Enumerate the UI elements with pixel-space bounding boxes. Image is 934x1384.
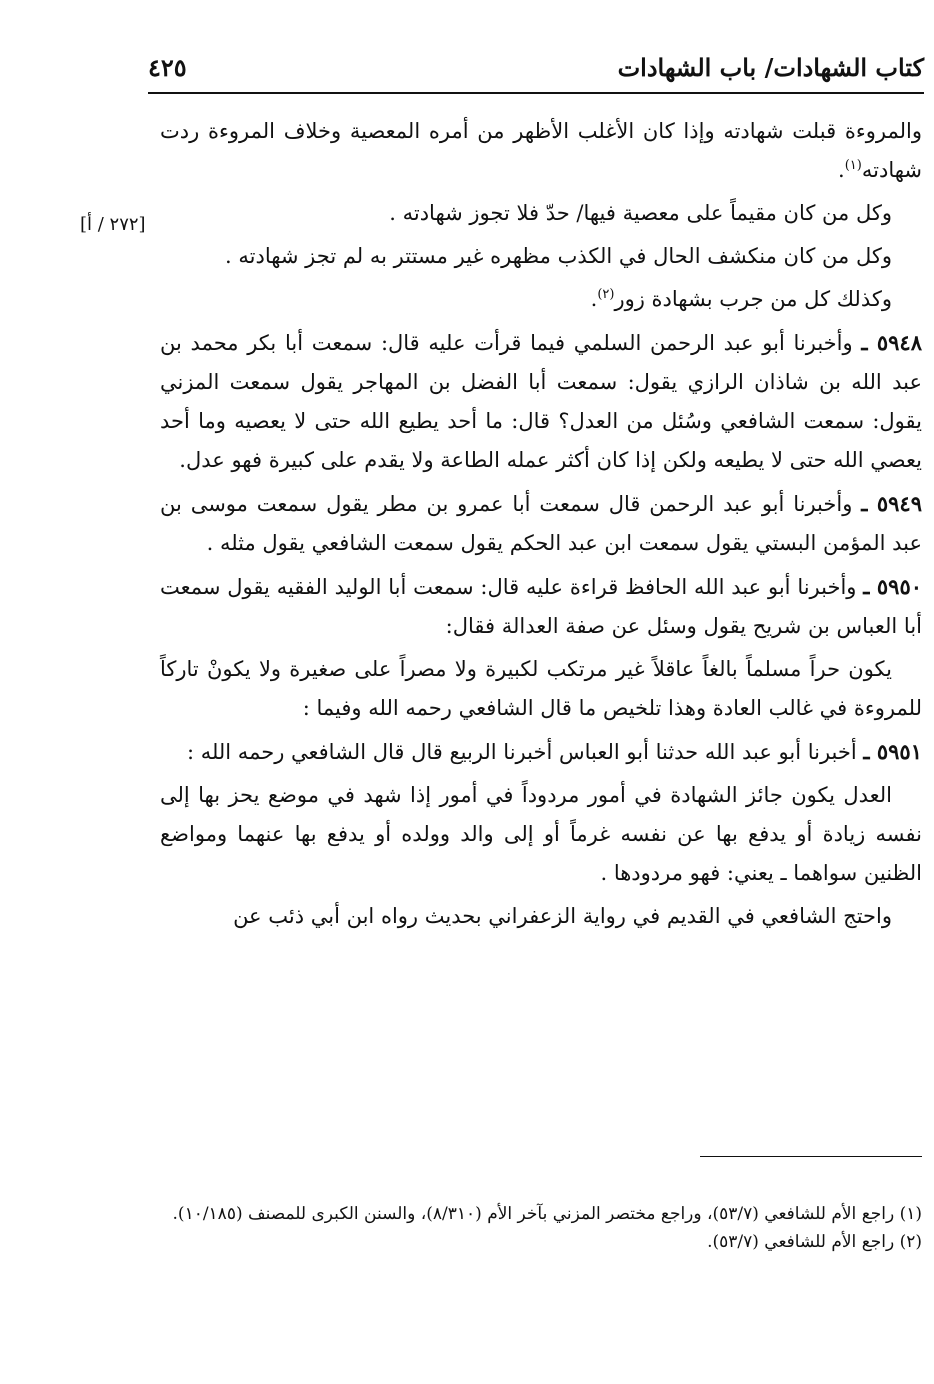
hadith-paragraph (160, 484, 922, 563)
running-header (148, 52, 924, 88)
chapter-title: كتاب الشهادات/ باب الشهادات (617, 53, 924, 82)
page-number: ٤٢٥ (148, 53, 187, 82)
hadith-number: ٥٩٤٩ ـ (861, 491, 922, 516)
paragraph-text: والمروءة قبلت شهادته وإذا كان الأغلب الأظهر من أمره المعصية وخلاف المروءة ردت شهادته (160, 119, 922, 182)
hadith-paragraph (160, 323, 922, 480)
hadith-text: أخبرنا أبو عبد الله حدثنا أبو العباس أخبرنا الربيع قال قال الشافعي رحمه الله : (186, 740, 857, 764)
header-divider (148, 92, 924, 94)
main-text (160, 112, 922, 940)
paragraph: واحتج الشافعي في القديم في رواية الزعفراني بحديث رواه ابن أبي ذئب عن (233, 904, 892, 928)
footnote-2: (٢) راجع الأم للشافعي (٥٣/٧). (707, 1232, 922, 1252)
footnote-1: (١) راجع الأم للشافعي (٥٣/٧)، وراجع مختصر المزني بآخر الأم (٨/٣١٠)، والسنن الكبرى للمصنف (١٠/١٨٥). (172, 1204, 922, 1224)
hadith-number: ٥٩٥٠ ـ (863, 574, 923, 599)
paragraph (160, 112, 922, 190)
hadith-text: وأخبرنا أبو عبد الله الحافظ قراءة عليه قال: سمعت أبا الوليد الفقيه يقول سمعت أبا العباس بن شريح يقول وسئل عن صفة العدالة فقال: (160, 575, 922, 638)
footnote-marker[interactable]: (١) (844, 158, 862, 173)
paragraph-end: . (590, 287, 598, 311)
footnote-divider (700, 1156, 922, 1157)
hadith-number: ٥٩٥١ ـ (863, 739, 922, 764)
hadith-paragraph (160, 732, 922, 772)
paragraph (160, 280, 922, 319)
hadith-paragraph (160, 567, 922, 646)
paragraph-end: . (838, 158, 845, 182)
paragraph: وكل من كان منكشف الحال في الكذب مظهره غير مستتر به لم تجز شهادته . (225, 244, 892, 268)
paragraph: يكون حراً مسلماً بالغاً عاقلاً غير مرتكب لكبيرة ولا مصراً على صغيرة ولا يكونْ تاركاً للمروءة في غالب العادة وهذا تلخيص ما قال الشافعي رحمه الله وفيما : (160, 657, 922, 720)
hadith-number: ٥٩٤٨ ـ (861, 330, 922, 355)
paragraph: وكل من كان مقيماً على معصية فيها/ حدّ فلا تجوز شهادته . (389, 201, 892, 225)
manuscript-folio-reference: [٢٧٢ / أ] (80, 214, 146, 235)
footnote-marker[interactable]: (٢) (597, 287, 615, 302)
hadith-text: وأخبرنا أبو عبد الرحمن قال سمعت أبا عمرو بن مطر يقول سمعت موسى بن عبد المؤمن البستي يقول سمعت ابن عبد الحكم يقول سمعت الشافعي يقول مثله . (160, 492, 922, 555)
paragraph-text: وكذلك كل من جرب بشهادة زور (614, 287, 892, 311)
hadith-text: وأخبرنا أبو عبد الرحمن السلمي فيما قرأت عليه قال: سمعت أبا بكر محمد بن عبد الله بن شاذان الرازي يقول: سمعت أبا الفضل بن المهاجر يقول سمعت المزني يقول: سمعت الشافعي وسُئل من العدل؟ قال: ما أحد يطيع الله حتى لا يعصيه وما أحد يعصي الله حتى لا يطيعه ولكن إذا كان أكثر عمله الطاعة ولا يقدم على كبيرة فهو عدل. (160, 331, 922, 472)
footnotes (160, 1200, 922, 1256)
paragraph: العدل يكون جائز الشهادة في أمور مردوداً في أمور إذا شهد في موضع يحز بها إلى نفسه زيادة أو يدفع بها عن نفسه غرماً أو إلى والد وولده أو يدفع بها عنهما ومواضع الظنين سواهما ـ يعني: فهو مردودها . (160, 783, 922, 885)
